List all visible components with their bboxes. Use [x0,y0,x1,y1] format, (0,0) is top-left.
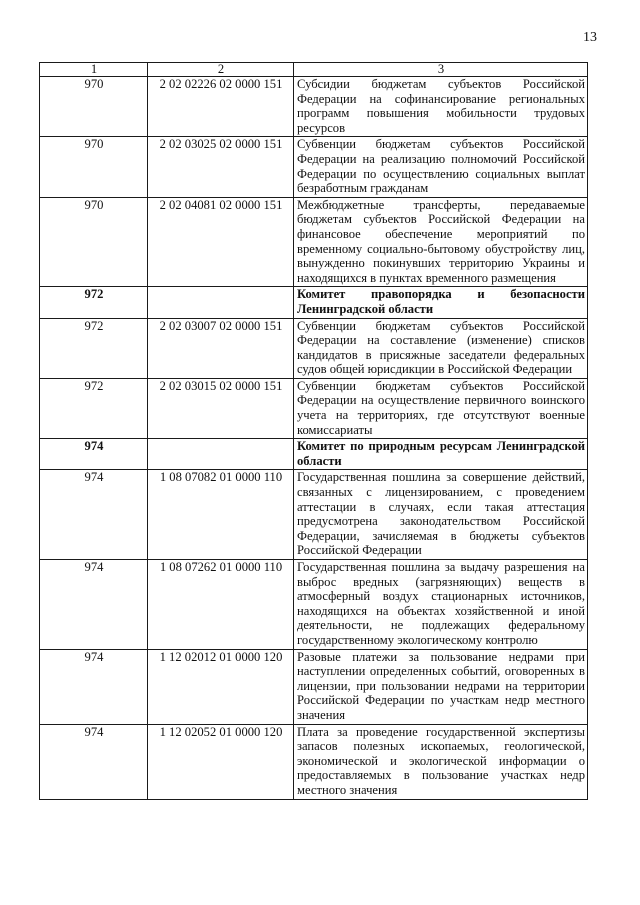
admin-code-cell: 972 [40,378,148,438]
description-cell: Межбюджетные трансферты, передаваемые бюджетам субъектов Российской Федерации на финансовое обеспечение мероприятий по временному социально-бытовому обустройству лиц, вынужденно покинувших территорию Украины и находящихся в пунктах временного размещения [294,197,588,287]
budget-code-cell: 1 12 02012 01 0000 120 [148,649,294,724]
budget-code-cell: 1 08 07082 01 0000 110 [148,470,294,560]
description-cell: Комитет по природным ресурсам Ленинградской области [294,439,588,470]
revenue-codes-table [39,62,588,800]
table-header-row [40,63,588,77]
table-row [40,649,588,724]
description-cell: Субвенции бюджетам субъектов Российской Федерации на осуществление первичного воинского учета на территориях, где отсутствуют военные комиссариаты [294,378,588,438]
budget-code-cell: 2 02 02226 02 0000 151 [148,77,294,137]
admin-code-cell: 974 [40,439,148,470]
budget-code-cell [148,439,294,470]
description-cell: Субвенции бюджетам субъектов Российской Федерации на реализацию полномочий Российской Федерации по осуществлению социальных выплат безработным гражданам [294,137,588,197]
budget-code-cell: 2 02 03025 02 0000 151 [148,137,294,197]
table-row [40,470,588,560]
budget-code-cell: 1 12 02052 01 0000 120 [148,724,294,799]
admin-code-cell: 970 [40,137,148,197]
table-row [40,197,588,287]
budget-code-cell: 1 08 07262 01 0000 110 [148,560,294,650]
budget-code-cell: 2 02 03007 02 0000 151 [148,318,294,378]
admin-code-cell: 972 [40,287,148,318]
admin-code-cell: 970 [40,77,148,137]
table-row [40,724,588,799]
budget-code-cell: 2 02 03015 02 0000 151 [148,378,294,438]
description-cell: Разовые платежи за пользование недрами при наступлении определенных событий, оговоренных в лицензии, при пользовании недрами на территории Российской Федерации по участкам недр местного значения [294,649,588,724]
admin-code-cell: 974 [40,649,148,724]
description-cell: Субсидии бюджетам субъектов Российской Федерации на софинансирование региональных программ повышения мобильности трудовых ресурсов [294,77,588,137]
description-cell: Государственная пошлина за совершение действий, связанных с лицензированием, с проведением аттестации в случаях, если такая аттестация предусмотрена законодательством Российской Федерации, зачисляемая в бюджеты субъектов Российской Федерации [294,470,588,560]
admin-code-cell: 974 [40,724,148,799]
table-row [40,318,588,378]
table-row [40,378,588,438]
column-header-3: 3 [294,63,588,77]
admin-code-cell: 974 [40,470,148,560]
column-header-1: 1 [40,63,148,77]
table-row [40,439,588,470]
description-cell: Государственная пошлина за выдачу разрешения на выброс вредных (загрязняющих) веществ в атмосферный воздух стационарных источников, находящихся на объектах хозяйственной и иной деятельности, не подлежащих федеральному государственному экологическому контролю [294,560,588,650]
admin-code-cell: 972 [40,318,148,378]
table-row [40,137,588,197]
page-number: 13 [583,30,597,45]
table-row [40,287,588,318]
budget-code-cell: 2 02 04081 02 0000 151 [148,197,294,287]
table-body [40,77,588,800]
budget-code-cell [148,287,294,318]
column-header-2: 2 [148,63,294,77]
description-cell: Комитет правопорядка и безопасности Ленинградской области [294,287,588,318]
description-cell: Субвенции бюджетам субъектов Российской Федерации на составление (изменение) списков кандидатов в присяжные заседатели федеральных судов общей юрисдикции в Российской Федерации [294,318,588,378]
table-row [40,77,588,137]
table-row [40,560,588,650]
description-cell: Плата за проведение государственной экспертизы запасов полезных ископаемых, геологической, экономической и экологической информации о предоставляемых в пользование участках недр местного значения [294,724,588,799]
admin-code-cell: 970 [40,197,148,287]
admin-code-cell: 974 [40,560,148,650]
